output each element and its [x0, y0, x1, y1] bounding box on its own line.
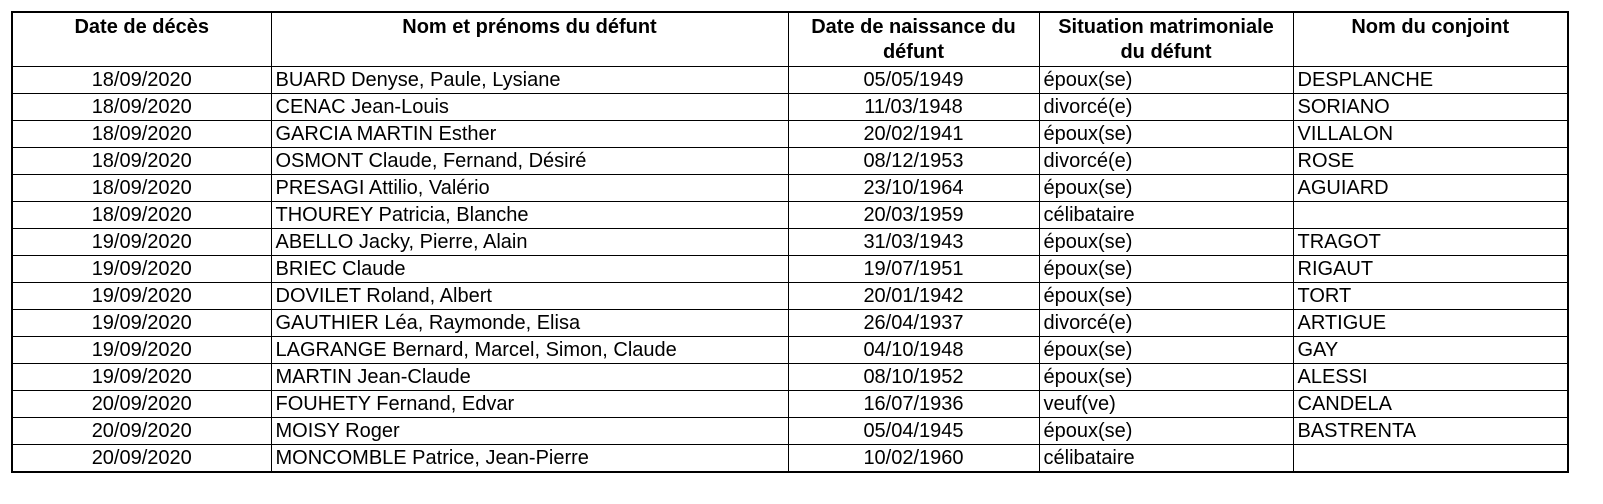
cell-spouse-name: SORIANO	[1293, 94, 1568, 121]
cell-date-of-death: 19/09/2020	[12, 283, 271, 310]
cell-deceased-name: DOVILET Roland, Albert	[271, 283, 788, 310]
cell-marital-status: époux(se)	[1039, 121, 1293, 148]
cell-date-of-birth: 20/01/1942	[788, 283, 1039, 310]
table-row	[12, 283, 1568, 310]
cell-marital-status: époux(se)	[1039, 337, 1293, 364]
cell-date-of-birth: 10/02/1960	[788, 445, 1039, 473]
table-row	[12, 94, 1568, 121]
table-row	[12, 67, 1568, 94]
cell-spouse-name: RIGAUT	[1293, 256, 1568, 283]
cell-deceased-name: MOISY Roger	[271, 418, 788, 445]
cell-marital-status: divorcé(e)	[1039, 148, 1293, 175]
cell-marital-status: époux(se)	[1039, 67, 1293, 94]
cell-date-of-death: 20/09/2020	[12, 391, 271, 418]
cell-deceased-name: CENAC Jean-Louis	[271, 94, 788, 121]
cell-date-of-birth: 31/03/1943	[788, 229, 1039, 256]
cell-marital-status: célibataire	[1039, 202, 1293, 229]
cell-marital-status: époux(se)	[1039, 256, 1293, 283]
table-row	[12, 445, 1568, 473]
cell-date-of-birth: 08/12/1953	[788, 148, 1039, 175]
cell-date-of-death: 18/09/2020	[12, 94, 271, 121]
table-row	[12, 391, 1568, 418]
cell-deceased-name: GAUTHIER Léa, Raymonde, Elisa	[271, 310, 788, 337]
header-row	[12, 12, 1568, 67]
table-row	[12, 364, 1568, 391]
cell-spouse-name	[1293, 202, 1568, 229]
cell-date-of-death: 20/09/2020	[12, 445, 271, 473]
cell-date-of-death: 20/09/2020	[12, 418, 271, 445]
cell-spouse-name: BASTRENTA	[1293, 418, 1568, 445]
cell-spouse-name: TORT	[1293, 283, 1568, 310]
cell-deceased-name: MONCOMBLE Patrice, Jean-Pierre	[271, 445, 788, 473]
cell-marital-status: veuf(ve)	[1039, 391, 1293, 418]
cell-date-of-birth: 20/02/1941	[788, 121, 1039, 148]
cell-spouse-name: ALESSI	[1293, 364, 1568, 391]
cell-deceased-name: BRIEC Claude	[271, 256, 788, 283]
cell-date-of-birth: 05/05/1949	[788, 67, 1039, 94]
cell-deceased-name: FOUHETY Fernand, Edvar	[271, 391, 788, 418]
cell-date-of-death: 19/09/2020	[12, 337, 271, 364]
cell-date-of-death: 18/09/2020	[12, 121, 271, 148]
cell-deceased-name: MARTIN Jean-Claude	[271, 364, 788, 391]
cell-date-of-birth: 11/03/1948	[788, 94, 1039, 121]
cell-date-of-death: 19/09/2020	[12, 229, 271, 256]
cell-spouse-name: DESPLANCHE	[1293, 67, 1568, 94]
cell-spouse-name: CANDELA	[1293, 391, 1568, 418]
cell-date-of-birth: 08/10/1952	[788, 364, 1039, 391]
cell-marital-status: époux(se)	[1039, 283, 1293, 310]
cell-date-of-birth: 16/07/1936	[788, 391, 1039, 418]
header-marital-status: Situation matrimoniale du défunt	[1039, 12, 1293, 67]
table-header	[12, 12, 1568, 67]
table-row	[12, 202, 1568, 229]
cell-date-of-death: 18/09/2020	[12, 67, 271, 94]
cell-date-of-death: 18/09/2020	[12, 175, 271, 202]
table-row	[12, 256, 1568, 283]
cell-date-of-death: 19/09/2020	[12, 256, 271, 283]
cell-spouse-name: ARTIGUE	[1293, 310, 1568, 337]
cell-date-of-death: 19/09/2020	[12, 364, 271, 391]
header-deceased-name: Nom et prénoms du défunt	[271, 12, 788, 67]
cell-marital-status: époux(se)	[1039, 175, 1293, 202]
cell-deceased-name: ABELLO Jacky, Pierre, Alain	[271, 229, 788, 256]
cell-deceased-name: PRESAGI Attilio, Valério	[271, 175, 788, 202]
cell-deceased-name: GARCIA MARTIN Esther	[271, 121, 788, 148]
cell-marital-status: divorcé(e)	[1039, 94, 1293, 121]
cell-date-of-death: 19/09/2020	[12, 310, 271, 337]
cell-date-of-birth: 26/04/1937	[788, 310, 1039, 337]
header-date-of-birth: Date de naissance du défunt	[788, 12, 1039, 67]
cell-marital-status: époux(se)	[1039, 229, 1293, 256]
cell-spouse-name: GAY	[1293, 337, 1568, 364]
table-row	[12, 229, 1568, 256]
cell-deceased-name: OSMONT Claude, Fernand, Désiré	[271, 148, 788, 175]
cell-marital-status: divorcé(e)	[1039, 310, 1293, 337]
cell-deceased-name: LAGRANGE Bernard, Marcel, Simon, Claude	[271, 337, 788, 364]
cell-spouse-name: TRAGOT	[1293, 229, 1568, 256]
table-row	[12, 121, 1568, 148]
cell-marital-status: époux(se)	[1039, 364, 1293, 391]
table-row	[12, 175, 1568, 202]
table-row	[12, 310, 1568, 337]
table-row	[12, 148, 1568, 175]
cell-marital-status: époux(se)	[1039, 418, 1293, 445]
cell-date-of-death: 18/09/2020	[12, 202, 271, 229]
cell-spouse-name: ROSE	[1293, 148, 1568, 175]
cell-date-of-birth: 04/10/1948	[788, 337, 1039, 364]
cell-deceased-name: THOUREY Patricia, Blanche	[271, 202, 788, 229]
death-registry-table	[11, 11, 1569, 473]
cell-spouse-name	[1293, 445, 1568, 473]
cell-spouse-name: VILLALON	[1293, 121, 1568, 148]
table-row	[12, 418, 1568, 445]
header-date-of-death: Date de décès	[12, 12, 271, 67]
cell-date-of-death: 18/09/2020	[12, 148, 271, 175]
cell-date-of-birth: 23/10/1964	[788, 175, 1039, 202]
cell-spouse-name: AGUIARD	[1293, 175, 1568, 202]
table-row	[12, 337, 1568, 364]
header-spouse-name: Nom du conjoint	[1293, 12, 1568, 67]
cell-date-of-birth: 05/04/1945	[788, 418, 1039, 445]
table-body	[12, 67, 1568, 473]
cell-date-of-birth: 20/03/1959	[788, 202, 1039, 229]
cell-date-of-birth: 19/07/1951	[788, 256, 1039, 283]
cell-deceased-name: BUARD Denyse, Paule, Lysiane	[271, 67, 788, 94]
cell-marital-status: célibataire	[1039, 445, 1293, 473]
